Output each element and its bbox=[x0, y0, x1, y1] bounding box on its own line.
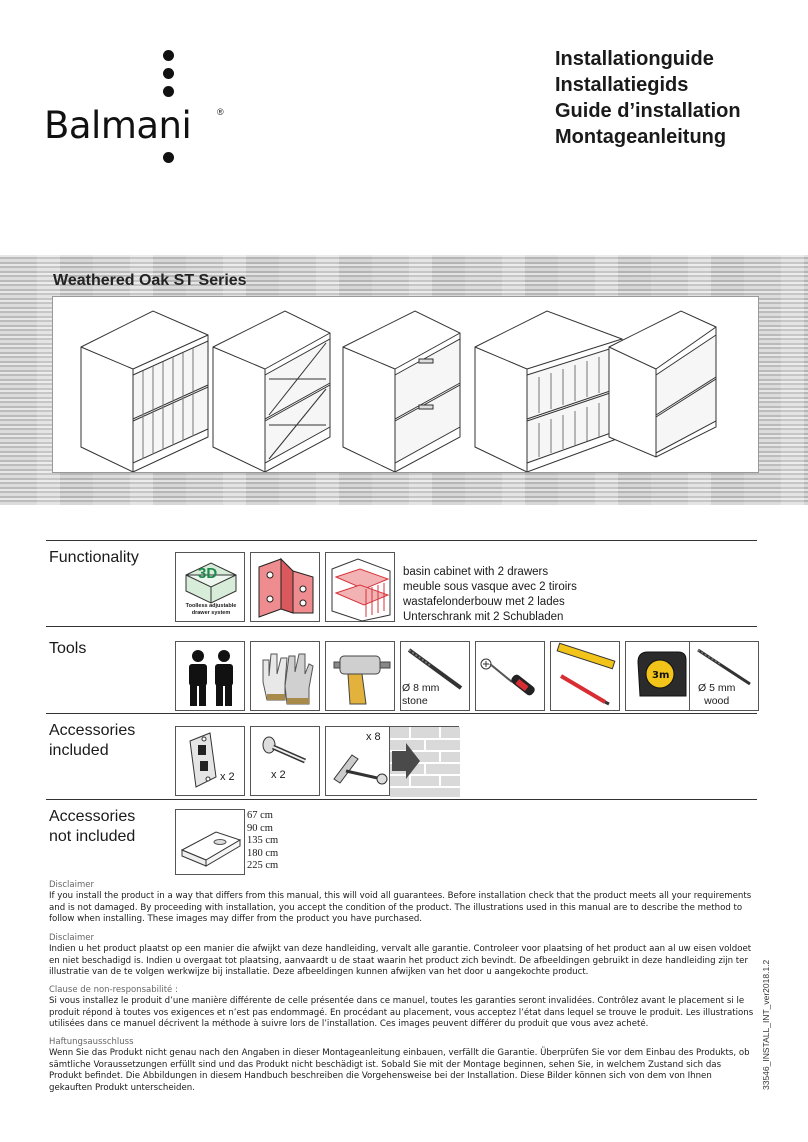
title-fr: Guide d’installation bbox=[555, 100, 741, 122]
screw-quantity: x 8 bbox=[366, 731, 381, 743]
drill-bit-wood-caption: Ø 5 mm wood bbox=[698, 682, 736, 707]
open-drawer-cabinet-icon bbox=[326, 553, 396, 623]
accessories-not-included-label: Accessories not included bbox=[49, 808, 136, 845]
accessories-included-label: Accessories included bbox=[49, 722, 136, 759]
screw-plug-icon bbox=[326, 727, 396, 797]
cabinet-cross-icon bbox=[213, 311, 330, 472]
disclaimer-nl bbox=[49, 933, 755, 979]
disclaimer-text: Indien u het product plaatst op een manier die afwijkt van deze handleiding, vervalt alle garantie. Controleer voor plaatsing of het product aan al uw eisen voldoet en niet beschadigd is. Indien u overgaat tot plaatsing, aanvaardt u de staat waarin het product zich bevindt. De afbeeldingen gebruikt in deze handleiding zijn ter illustratie van de te volgen werkwijze bij installatie. Deze afbeeldingen kunnen afwijken van het door u aangekochte product. bbox=[49, 944, 752, 978]
title-de: Montageanleitung bbox=[555, 126, 727, 148]
tile-drawer-open bbox=[325, 552, 395, 622]
functionality-label: Functionality bbox=[49, 549, 139, 566]
section-divider bbox=[46, 626, 757, 627]
logo-dot bbox=[163, 50, 174, 61]
brick-wall-icon bbox=[390, 727, 460, 797]
cabinet-framed-slat-icon bbox=[475, 311, 622, 472]
title-nl: Installatiegids bbox=[555, 74, 689, 96]
disclaimer-text: Wenn Sie das Produkt nicht genau nach den Angaben in dieser Montageanleitung einbauen, verfällt die Garantie. Überprüfen Sie vor dem Einbau des Produkts, ob sämtliche Voraussetzungen erfüllt sind und das Produkt nicht beschädigt ist. Sobald Sie mit der Montage beginnen, sehen Sie, in welchem Zustand sich das Produkt befindet. Die Abbildungen in diesem Handbuch beschreiben die Vorgehensweise bei der Installation. Diese Bilder können sich von dem von Ihnen gekauften Produkt unterscheiden. bbox=[49, 1048, 750, 1093]
logo-dot bbox=[163, 152, 174, 163]
bracket-quantity: x 2 bbox=[220, 771, 235, 783]
size-option: 225 cm bbox=[247, 860, 279, 871]
disclaimer-fr bbox=[49, 985, 755, 1031]
disclaimer-text: Si vous installez le produit d’une manière différente de celle présentée dans ce manuel, toutes les garanties seront invalidées. Contrôlez avant le placement si le produit répond à toutes vos exigences et n’est pas endommagé. En procédant au placement, vous acceptez l’état dans lequel se trouve le produit. Les illustrations utilisées dans ce manuel décrivent la méthode à suivre lors de l’installation. Ces images peuvent différer du produit que vous avez acheté. bbox=[49, 996, 754, 1030]
disclaimer-text: If you install the product in a way that differs from this manual, this will void all guarantees. Before installation check that the product meets all your requirements and is not damaged. By proceeding with installation, you accept the condition of the product. The illustrations used in this manual are to describe the method to follow when installing. These images may differ from the product you have purchased. bbox=[49, 891, 752, 925]
size-option: 180 cm bbox=[247, 847, 279, 859]
size-option: 135 cm bbox=[247, 835, 279, 846]
description-nl: wastafelonderbouw met 2 lades bbox=[403, 596, 565, 608]
tile-drill-bit-wood bbox=[689, 641, 759, 711]
series-title: Weathered Oak ST Series bbox=[53, 272, 247, 289]
disclaimer-heading: Disclaimer bbox=[49, 880, 94, 890]
tile-3d-text: 3D bbox=[198, 565, 218, 582]
two-persons-icon bbox=[176, 642, 246, 712]
tile-drill bbox=[325, 641, 395, 711]
disclaimer-de bbox=[49, 1037, 755, 1094]
size-option: 90 cm bbox=[247, 822, 273, 834]
description-fr: meuble sous vasque avec 2 tiroirs bbox=[403, 581, 577, 593]
spirit-level-pencil-icon bbox=[551, 642, 621, 712]
bolt-quantity: x 2 bbox=[271, 769, 286, 781]
tile-bolt bbox=[250, 726, 320, 796]
cabinet-variants-image bbox=[53, 297, 758, 472]
brand-logo: Balmani bbox=[44, 104, 192, 147]
disclaimer-heading: Haftungsausschluss bbox=[49, 1037, 134, 1047]
document-version: 33546_INSTALL_INT_ver2018.1.2 bbox=[761, 959, 771, 1090]
guide-titles bbox=[555, 46, 741, 150]
basin-sizes bbox=[247, 810, 278, 873]
tile-screw-plug bbox=[325, 726, 395, 796]
screwdriver-icon bbox=[476, 642, 546, 712]
tile-screwdriver bbox=[475, 641, 545, 711]
description-de: Unterschrank mit 2 Schubladen bbox=[403, 611, 564, 623]
drill-bit-stone-caption: Ø 8 mm stone bbox=[402, 682, 440, 707]
tools-label: Tools bbox=[49, 640, 87, 657]
section-divider bbox=[46, 540, 757, 541]
tile-two-persons bbox=[175, 641, 245, 711]
tile-gloves bbox=[250, 641, 320, 711]
disclaimer-heading: Disclaimer bbox=[49, 933, 94, 943]
tape-measure-icon bbox=[626, 642, 696, 712]
tile-3d-caption: Toolless adjustable drawer system bbox=[185, 603, 237, 616]
gloves-icon bbox=[251, 642, 321, 712]
tile-tape-measure bbox=[625, 641, 695, 711]
cabinet-slatted-icon bbox=[81, 311, 208, 472]
cabinet-illustrations bbox=[52, 296, 759, 473]
section-divider bbox=[46, 713, 757, 714]
disclaimer-heading: Clause de non-responsabilité : bbox=[49, 985, 178, 995]
bolt-icon bbox=[251, 727, 321, 797]
svg-text:3m: 3m bbox=[652, 670, 670, 681]
tile-brick-wall bbox=[389, 726, 459, 796]
cabinet-plain-icon bbox=[609, 311, 716, 457]
section-divider bbox=[46, 799, 757, 800]
logo-dot bbox=[163, 86, 174, 97]
tile-3d-adjustable bbox=[175, 552, 245, 622]
hinge-icon bbox=[251, 553, 321, 623]
functionality-description bbox=[403, 565, 577, 625]
logo-dot bbox=[163, 68, 174, 79]
tile-basin bbox=[175, 809, 245, 875]
tile-drill-bit-stone bbox=[400, 641, 470, 711]
cabinet-handle-icon bbox=[343, 311, 460, 472]
title-en: Installationguide bbox=[555, 48, 714, 70]
wall-bracket-icon bbox=[176, 727, 246, 797]
washbasin-icon bbox=[176, 810, 246, 876]
registered-mark: ® bbox=[217, 107, 224, 117]
power-drill-icon bbox=[326, 642, 396, 712]
tile-level-pencil bbox=[550, 641, 620, 711]
description-en: basin cabinet with 2 drawers bbox=[403, 566, 549, 578]
size-option: 67 cm bbox=[247, 810, 273, 821]
disclaimer-en bbox=[49, 880, 755, 926]
tile-bracket bbox=[175, 726, 245, 796]
tile-hinge bbox=[250, 552, 320, 622]
